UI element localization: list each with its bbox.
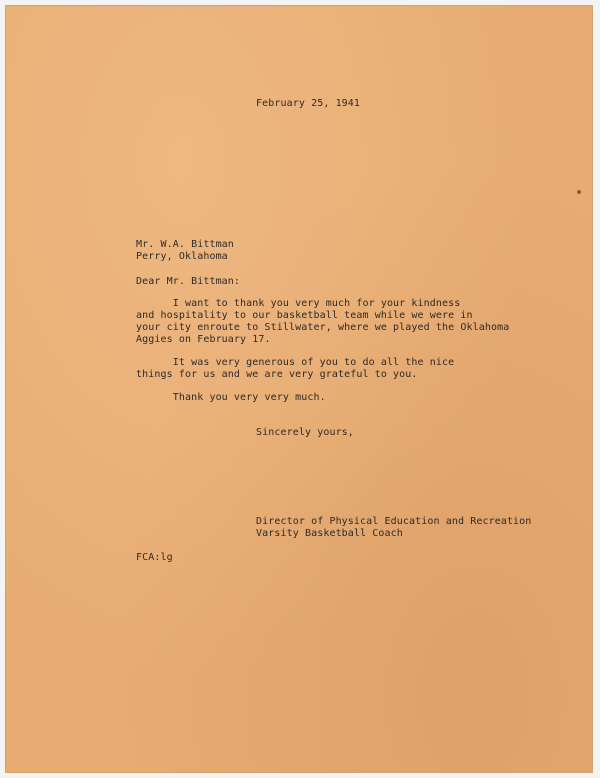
- paragraph2-line: It was very generous of you to do all the nice: [136, 357, 455, 368]
- paragraph2-line: things for us and we are very grateful to you.: [136, 369, 418, 380]
- typist-initials: FCA:lg: [136, 552, 173, 563]
- letter-date: February 25, 1941: [256, 98, 361, 109]
- salutation: Dear Mr. Bittman:: [136, 276, 241, 287]
- recipient-city: Perry, Oklahoma: [136, 251, 228, 262]
- paragraph3-line: Thank you very very much.: [136, 392, 326, 403]
- closing: Sincerely yours,: [256, 427, 354, 438]
- paragraph1-line: your city enroute to Stillwater, where we played the Oklahoma: [136, 322, 510, 333]
- paper-blemish: [577, 190, 581, 194]
- paragraph1-line: Aggies on February 17.: [136, 334, 271, 345]
- paragraph1-line: I want to thank you very much for your kindness: [136, 298, 461, 309]
- signature-title: Director of Physical Education and Recreation: [256, 516, 532, 527]
- paragraph1-line: and hospitality to our basketball team while we were in: [136, 310, 473, 321]
- signature-title: Varsity Basketball Coach: [256, 528, 403, 539]
- letter-paper: [6, 6, 592, 772]
- recipient-name: Mr. W.A. Bittman: [136, 239, 234, 250]
